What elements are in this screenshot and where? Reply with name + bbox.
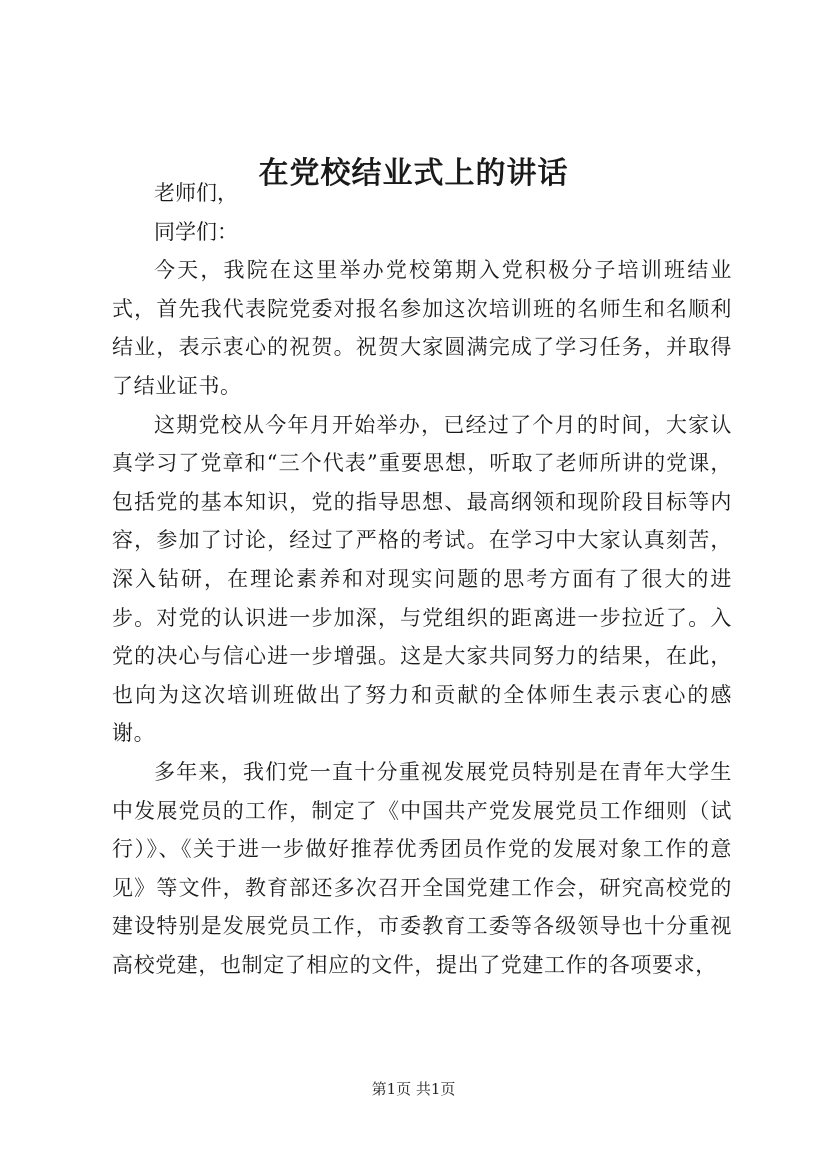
paragraph-history: 多年来，我们党一直十分重视发展党员特别是在青年大学生中发展党员的工作，制定了《中国共产党发展党员工作细则（试行）》、《关于进一步做好推荐优秀团员作党的发展对象工作的意见》等文件，教育部还多次召开全国党建工作会，研究高校党的建设特别是发展党员工作，市委教育工委等各级领导也十分重视高校党建，也制定了相应的文件，提出了党建工作的各项要求， — [112, 759, 732, 977]
document-title: 在党校结业式上的讲话 — [258, 156, 569, 191]
paragraph-review: 这期党校从今年月开始举办，已经过了个月的时间，大家认真学习了党章和“三个代表”重要思想，听取了老师所讲的党课，包括党的基本知识，党的指导思想、最高纲领和现阶段目标等内容，参加了讨论，经过了严格的考试。在学习中大家认真刻苦，深入钻研，在理论素养和对现实问题的思考方面有了很大的进步。对党的认识进一步加深，与党组织的距离进一步拉近了。入党的决心与信心进一步增强。这是大家共同努力的结果，在此，也向为这次培训班做出了努力和贡献的全体师生表示衷心的感谢。 — [112, 412, 732, 746]
paragraph-opening: 今天，我院在这里举办党校第期入党积极分子培训班结业式，首先我代表院党委对报名参加这次培训班的名师生和名顺利结业，表示衷心的祝贺。祝贺大家圆满完成了学习任务，并取得了结业证书。 — [112, 258, 732, 398]
salutation-students: 同学们： — [154, 219, 238, 244]
document-body — [112, 174, 732, 984]
page-number-footer: 第1页 共1页 — [371, 1080, 456, 1098]
salutation-teachers: 老师们， — [154, 181, 238, 205]
